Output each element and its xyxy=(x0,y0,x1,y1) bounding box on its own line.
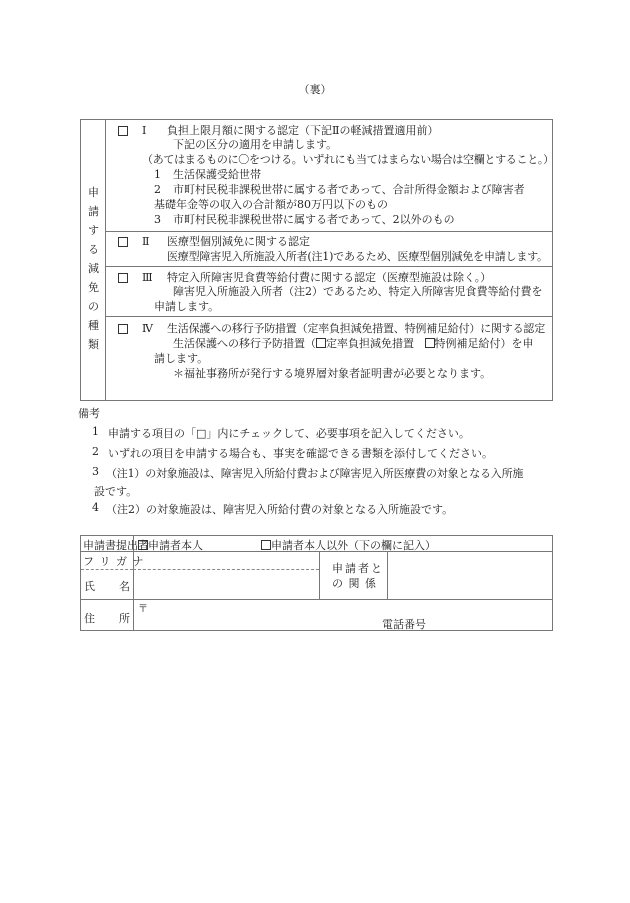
section-1-desc: 下記の区分の適用を申請します。 xyxy=(173,138,338,151)
note-3-text: （注1）の対象施設は、障害児入所給付費および障害児入所医療費の対象となる入所施 xyxy=(106,467,524,480)
vertical-char: 免 xyxy=(88,281,99,294)
special-supplement-checkbox[interactable] xyxy=(425,338,435,348)
section-3-checkbox[interactable] xyxy=(118,273,128,283)
submitter-other-option[interactable] xyxy=(261,537,436,553)
section-1-burden-cap xyxy=(106,120,552,232)
reduction-type-label-column xyxy=(81,120,106,400)
note-1-text: 申請する項目の「□」内にチェックして、必要事項を記入してください。 xyxy=(108,427,470,440)
section-3-title: 特定入所障害児食費等給付費に関する認定（医療型施設は除く。） xyxy=(167,271,492,284)
phone-label: 電話番号 xyxy=(382,618,426,631)
note-3-continuation: 設です。 xyxy=(94,485,138,498)
option-2-continuation: 基礎年金等の収入の合計額が80万円以下のもの xyxy=(154,198,388,211)
address-input[interactable] xyxy=(151,600,351,614)
relation-input[interactable] xyxy=(388,552,552,599)
reduction-type-table xyxy=(80,119,553,401)
relation-label-line1: 申請者と xyxy=(332,562,384,575)
section-1-numeral: Ⅰ xyxy=(142,124,147,137)
notes-heading: 備考 xyxy=(78,407,100,420)
vertical-char: る xyxy=(88,243,99,256)
submitter-other-label: 申請者本人以外（下の欄に記入） xyxy=(271,539,436,552)
section-3-meal-benefit xyxy=(106,267,552,317)
section-4-welfare-prevention xyxy=(106,317,552,400)
section-1-checkbox[interactable] xyxy=(118,126,128,136)
note-2-number: 2 xyxy=(92,445,99,458)
relation-label-line2: の 関 係 xyxy=(332,577,377,590)
option-2-text: 市町村民税非課税世帯に属する者であって、合計所得金額および障害者 xyxy=(173,183,525,196)
section-4-numeral: Ⅳ xyxy=(142,322,153,335)
note-3-number: 3 xyxy=(92,465,99,478)
section-3-desc: 障害児入所施設入所者（注2）であるため、特定入所障害児食費等給付費を xyxy=(173,285,543,298)
name-label-right: 名 xyxy=(119,580,130,593)
address-label-left: 住 xyxy=(84,612,95,625)
section-1-instruction: （あてはまるものに〇をつける。いずれにも当てはまらない場合は空欄とすること。） xyxy=(142,153,554,166)
special-supplement-label: 特例補足給付 xyxy=(434,337,501,350)
furigana-label: フ リ ガ ナ xyxy=(83,555,145,568)
section-4-checkbox[interactable] xyxy=(118,324,128,334)
vertical-char: 類 xyxy=(88,338,99,351)
reduction-type-vertical-label xyxy=(81,183,106,354)
submitter-self-option[interactable] xyxy=(138,537,203,553)
section-4-certificate-note: ＊福祉事務所が発行する境界層対象者証明書が必要となります。 xyxy=(173,367,492,380)
applicant-info-table xyxy=(80,535,553,631)
section-4-desc-cont: 請します。 xyxy=(154,352,209,365)
name-input[interactable] xyxy=(134,570,318,599)
vertical-char: 申 xyxy=(88,186,99,199)
section-2-title: 医療型個別減免に関する認定 xyxy=(167,235,310,248)
postal-mark: 〒 xyxy=(138,604,148,615)
address-label-right: 所 xyxy=(119,612,130,625)
section-4-desc-suffix: ）を申 xyxy=(500,337,534,350)
notes-section xyxy=(78,405,558,515)
section-1-title: 負担上限月額に関する認定（下記Ⅱの軽減措置適用前） xyxy=(167,124,439,137)
section-3-desc-cont: 申請します。 xyxy=(154,300,220,313)
note-4-number: 4 xyxy=(92,501,99,514)
submitter-label: 申請書提出者 xyxy=(83,539,149,552)
note-2-text: いずれの項目を申請する場合も、事実を確認できる書類を添付してください。 xyxy=(108,447,493,460)
vertical-char: 請 xyxy=(88,205,99,218)
option-1-number: 1 xyxy=(154,168,161,181)
section-4-title: 生活保護への移行予防措置（定率負担減免措置、特例補足給付）に関する認定 xyxy=(167,322,545,335)
option-3-text: 市町村民税非課税世帯に属する者であって、2以外のもの xyxy=(173,213,455,226)
grid-line xyxy=(319,551,320,599)
vertical-char: す xyxy=(88,224,99,237)
submitter-self-label: 申請者本人 xyxy=(148,539,203,552)
note-4-text: （注2）の対象施設は、障害児入所給付費の対象となる入所施設です。 xyxy=(106,503,454,516)
vertical-char: 種 xyxy=(88,319,99,332)
option-3-number: 3 xyxy=(154,213,161,226)
section-3-numeral: Ⅲ xyxy=(142,271,153,284)
section-4-desc xyxy=(173,337,534,351)
furigana-input[interactable] xyxy=(134,552,318,569)
section-4-desc-prefix: 生活保護への移行予防措置（ xyxy=(173,337,316,350)
fixed-rate-reduction-label: 定率負担減免措置 xyxy=(326,337,414,350)
option-1-text: 生活保護受給世帯 xyxy=(173,168,261,181)
submitter-other-checkbox[interactable] xyxy=(261,540,271,550)
submitter-self-checkbox[interactable] xyxy=(138,540,148,550)
furigana-divider xyxy=(81,569,133,570)
note-1-number: 1 xyxy=(92,425,99,438)
page-title: （裏） xyxy=(298,83,332,96)
section-2-numeral: Ⅱ xyxy=(142,235,150,248)
section-2-medical-reduction xyxy=(106,232,552,267)
fixed-rate-reduction-checkbox[interactable] xyxy=(316,338,326,348)
vertical-char: 減 xyxy=(88,262,99,275)
name-label-left: 氏 xyxy=(84,580,95,593)
vertical-char: の xyxy=(88,300,99,313)
section-2-checkbox[interactable] xyxy=(118,237,128,247)
section-2-desc: 医療型障害児入所施設入所者(注1)であるため、医療型個別減免を申請します。 xyxy=(167,250,548,263)
option-2-number: 2 xyxy=(154,183,161,196)
phone-input[interactable] xyxy=(436,614,548,629)
